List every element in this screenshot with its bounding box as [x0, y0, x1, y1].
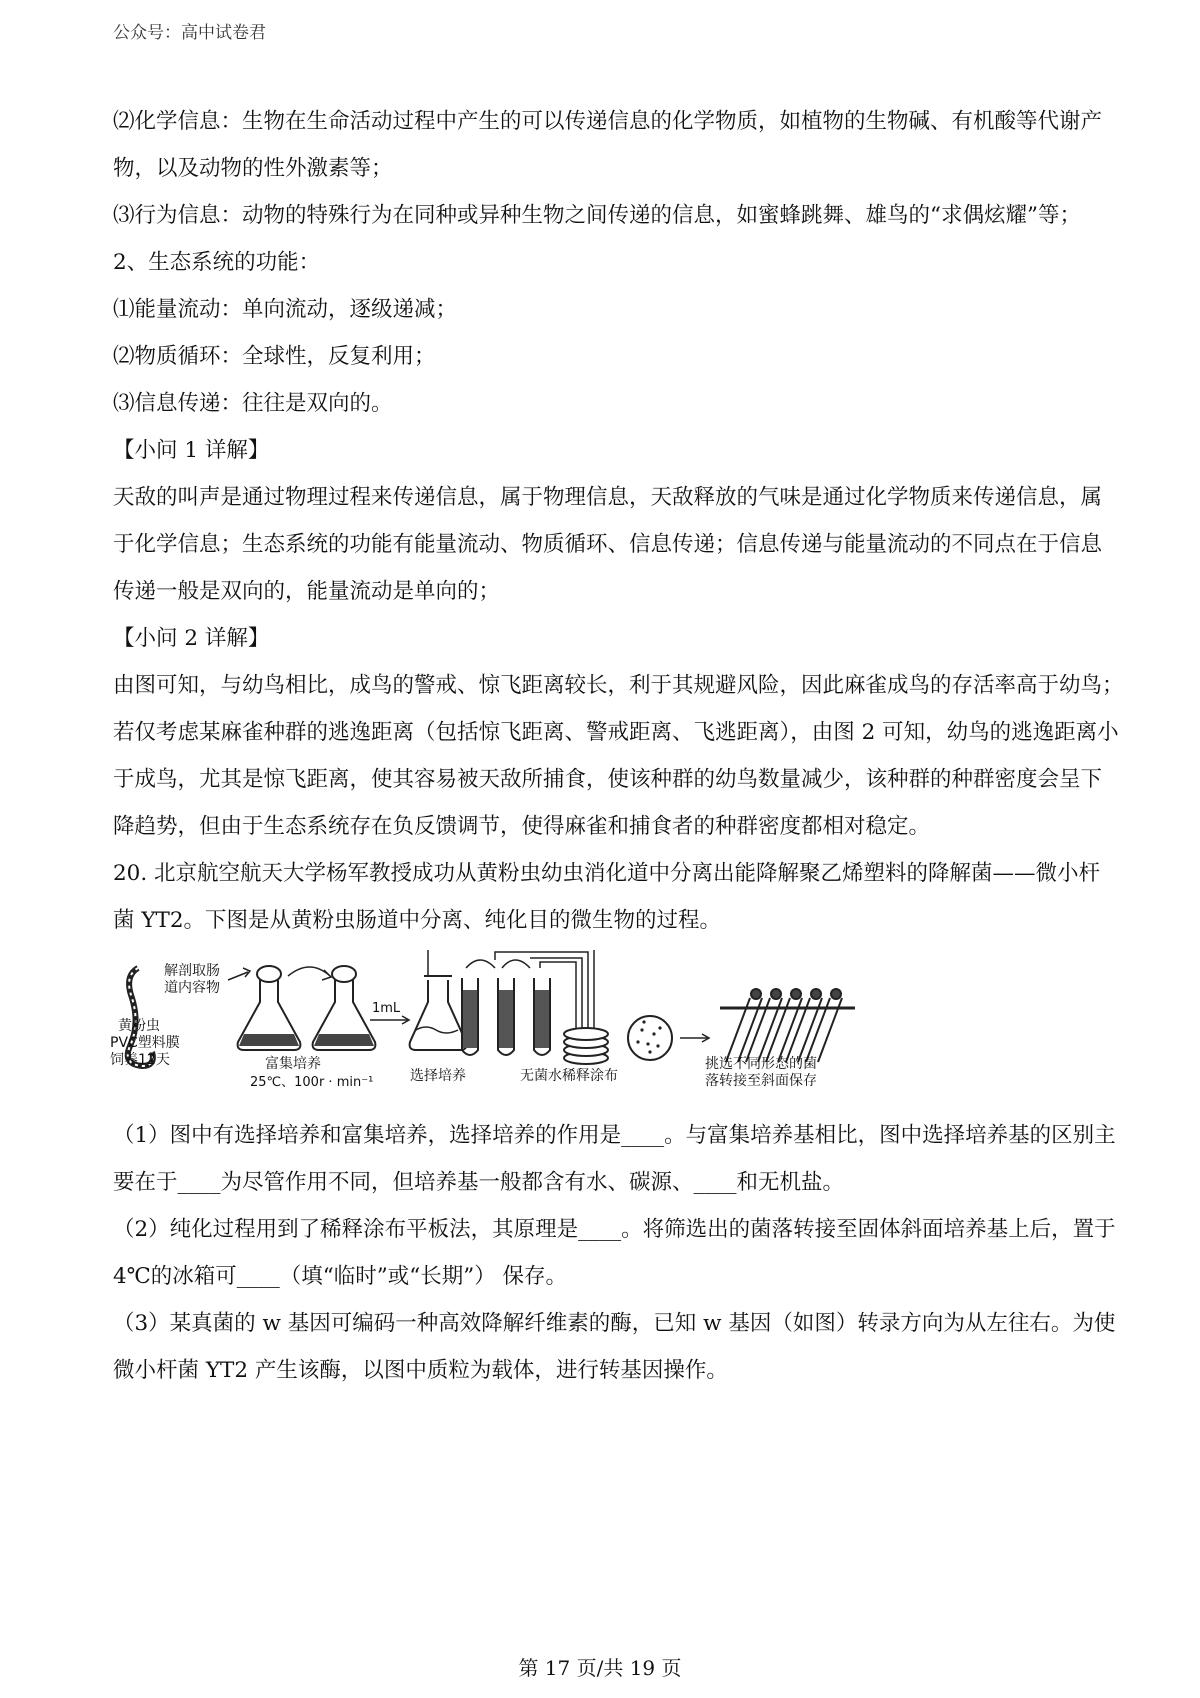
answer-text [113, 98, 1124, 944]
text-line: ⑵物质循环：全球性，反复利用； [113, 344, 436, 369]
flask-icon [313, 966, 376, 1050]
text-line: ⑵化学信息：生物在生命活动过程中产生的可以传递信息的化学物质，如植物的生物碱、有机酸等代谢产 [113, 109, 1103, 134]
volume-label: 1mL [372, 1001, 401, 1016]
transfer-label: 挑选不同形态的菌 [705, 1056, 817, 1072]
test-tube-icon [498, 978, 514, 1055]
test-tube-icon [534, 978, 550, 1055]
question-line: （2）纯化过程用到了稀释涂布平板法，其原理是____。将筛选出的菌落转接至固体斜面培养基上后，置于 [113, 1217, 1116, 1242]
enrich-condition: 25℃、100r · min⁻¹ [250, 1075, 374, 1090]
text-line: 由图可知，与幼鸟相比，成鸟的警戒、惊飞距离较长，利于其规避风险，因此麻雀成鸟的存活率高于幼鸟； [113, 673, 1124, 698]
worm-label: 黄粉虫 [118, 1018, 160, 1034]
worm-days-label: 饲养12天 [110, 1052, 170, 1068]
text-line: 天敌的叫声是通过物理过程来传递信息，属于物理信息，天敌释放的气味是通过化学物质来传递信息，属 [113, 485, 1103, 510]
subquestion-heading: 【小问 1 详解】 [113, 438, 270, 463]
page-header: 公众号：高中试卷君 [113, 23, 266, 43]
text-line: ⑶信息传递：往往是双向的。 [113, 391, 393, 416]
text-line: 2、生态系统的功能： [113, 250, 321, 275]
dilution-label: 无菌水稀释涂布 [520, 1068, 618, 1084]
question-line: （3）某真菌的 w 基因可编码一种高效降解纤维素的酶，已知 w 基因（如图）转录方向为从左往右。为使 [113, 1311, 1116, 1336]
text-line: 于成鸟，尤其是惊飞距离，使其容易被天敌所捕食，使该种群的幼鸟数量减少，该种群的种群密度会呈下 [113, 767, 1103, 792]
flask-icon [410, 976, 467, 1050]
dissect-label: 解剖取肠 [164, 963, 220, 979]
dissect-label-2: 道内容物 [164, 980, 220, 996]
question-line: 要在于____为尽管作用不同，但培养基一般都含有水、碳源、____和无机盐。 [113, 1170, 845, 1195]
enrich-label: 富集培养 [265, 1056, 321, 1072]
question-line: 4℃的冰箱可____（填“临时”或“长期”） 保存。 [113, 1264, 568, 1289]
text-line: 若仅考虑某麻雀种群的逃逸距离（包括惊飞距离、警戒距离、飞逃距离），由图 2 可知，幼鸟的逃逸距离小 [113, 720, 1119, 745]
question-stem: 菌 YT2。下图是从黄粉虫肠道中分离、纯化目的微生物的过程。 [113, 908, 722, 933]
question-line: （1）图中有选择培养和富集培养，选择培养的作用是____。与富集培养基相比，图中选择培养基的区别主 [113, 1123, 1116, 1148]
text-line: 物，以及动物的性外激素等； [113, 156, 393, 181]
text-line: ⑴能量流动：单向流动，逐级递减； [113, 297, 458, 322]
subquestion-heading: 【小问 2 详解】 [113, 626, 270, 651]
petri-dish-icon [628, 1016, 672, 1060]
text-line: 传递一般是双向的，能量流动是单向的； [113, 579, 501, 604]
question-line: 微小杆菌 YT2 产生该酶，以图中质粒为载体，进行转基因操作。 [113, 1358, 728, 1383]
question-stem: 20. 北京航空航天大学杨军教授成功从黄粉虫幼虫消化道中分离出能降解聚乙烯塑料的降解菌——微小杆 [113, 861, 1101, 886]
question-text [113, 1112, 1116, 1394]
experiment-diagram [110, 950, 950, 1100]
test-tube-icon [462, 978, 478, 1055]
petri-dish-stack-icon [564, 1028, 608, 1064]
text-line: 降趋势，但由于生态系统存在负反馈调节，使得麻雀和捕食者的种群密度都相对稳定。 [113, 814, 931, 839]
flask-icon [238, 966, 301, 1050]
text-line: 于化学信息；生态系统的功能有能量流动、物质循环、信息传递；信息传递与能量流动的不同点在于信息 [113, 532, 1103, 557]
worm-food-label: PVC塑料膜 [110, 1035, 180, 1051]
page-number: 第 17 页/共 19 页 [518, 1656, 682, 1680]
selection-label: 选择培养 [410, 1068, 466, 1084]
slant-tubes-icon [720, 989, 855, 1062]
arrow-icon [288, 967, 330, 976]
text-line: ⑶行为信息：动物的特殊行为在同种或异种生物之间传递的信息，如蜜蜂跳舞、雄鸟的“求偶炫耀”等； [113, 203, 1081, 228]
transfer-label-2: 落转接至斜面保存 [705, 1073, 817, 1089]
